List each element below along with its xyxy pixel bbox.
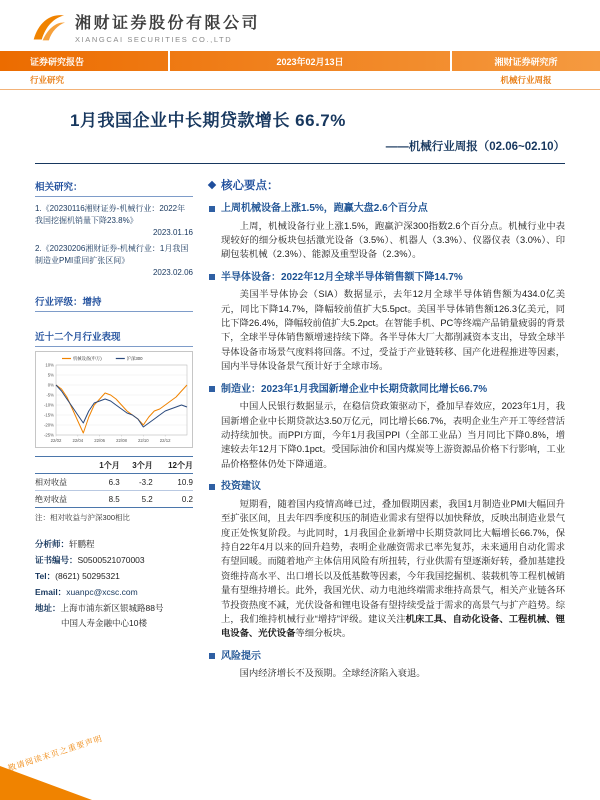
related-research-item — [35, 203, 193, 237]
svg-text:22/04: 22/04 — [72, 438, 84, 443]
research-institute-label: 湘财证券研究所 — [494, 56, 558, 67]
address-line — [35, 603, 193, 615]
two-column-layout — [0, 164, 600, 690]
cell-value: 0.2 — [153, 491, 193, 508]
section-body-text: 中国人民银行数据显示，在稳信贷政策驱动下，叠加早春效应，2023年1月，我国新增企业中长期贷款达3.50万亿元，同比增长66.7%，表明企业生产开工等经营活动持续加快。而PPI方面，今年1月我国PPI（全部工业品）当月同比下降0.8%，增速较去年12月下降0.1pct。受国际油价和国内煤炭等上游资源品价格下行影响，工业品价格整体仍处下降通道。 — [221, 401, 565, 469]
brand-text — [75, 10, 260, 44]
perf-col-1m: 1个月 — [87, 457, 120, 474]
row-label: 相对收益 — [35, 474, 87, 491]
report-date: 2023年02月13日 — [170, 51, 452, 71]
report-section — [209, 202, 565, 262]
section-body-text: 短期看，随着国内疫情高峰已过，叠加假期因素，我国1月制造业PMI大幅回升至扩张区间，且去年四季度积压的制造业需求有望得以加快释放，反映出制造业景气度正处恢复阶段。与此同时，1月我国企业新增中长期贷款同比大幅增长66.7%，保持自22年4月以来的回升趋势，表明企业融资需求已率先复苏，未来通用自动化需求有望回暖。而随着地产主体信用风险有所扭转，行业供需有望逐渐好转，叠加基建投资维持高水平、出口增长以及低基数等因素，今年我国挖掘机、装载机等工程机械销量有望维持增长。此外，我国光伏、动力电池终端需求维持高景气，相关产业链各环节投资热度不减，光伏设备和锂电设备有望持续受益于需求的高景气与扩产趋势。综上，我们维持机械行业“增持”评级。建议关注 — [221, 498, 565, 624]
section-body — [221, 287, 565, 373]
section-body — [221, 219, 565, 262]
tel-number: (8621) 50295321 — [55, 570, 120, 581]
table-note: 注：相对收益与沪深300相比 — [35, 513, 131, 522]
cert-number: S0500521070003 — [77, 554, 145, 565]
svg-text:-25%: -25% — [43, 432, 54, 438]
cell-value: 10.9 — [153, 474, 193, 491]
core-points-title: 核心要点： — [221, 180, 279, 192]
report-section — [209, 650, 565, 681]
report-subtitle: ——机械行业周报（02.06~02.10） — [385, 141, 565, 153]
cell-value: 6.3 — [87, 474, 120, 491]
square-bullet-icon — [209, 653, 215, 659]
section-body-bold-text: 机床工具、自动化设备、工程机械、锂电设备、光伏设备 — [221, 613, 565, 639]
address-part2: 中国人寿金融中心10楼 — [61, 618, 147, 629]
section-heading: 风险提示 — [221, 650, 261, 662]
svg-text:22/12: 22/12 — [159, 438, 171, 443]
company-logo-icon — [30, 10, 66, 44]
section-body-text: 上周，机械设备行业上涨1.5%，跑赢沪深300指数2.6个百分点。机械行业中表现较好的细分板块包括激光设备（3.5%）、机器人（3.3%）、仪器仪表（3.0%）、印刷包装机械（2.3%）、能源及重型设备（2.3%）。 — [221, 220, 565, 260]
report-type-bar — [0, 51, 600, 71]
section-body-tail-text: 等细分板块。 — [295, 628, 352, 639]
perf-col-empty — [35, 457, 87, 474]
section-heading: 半导体设备：2022年12月全球半导体销售额下降14.7% — [221, 271, 463, 283]
svg-text:22/10: 22/10 — [137, 438, 149, 443]
table-header-row — [35, 457, 193, 474]
svg-text:-15%: -15% — [43, 412, 54, 418]
cert-line — [35, 555, 193, 567]
email-label: Email： — [35, 586, 67, 597]
report-section — [209, 480, 565, 641]
section-body — [221, 399, 565, 471]
section-heading: 制造业：2023年1月我国新增企业中长期贷款同比增长66.7% — [221, 383, 488, 395]
cell-value: 5.2 — [120, 491, 153, 508]
related-research-text: 1.《20230116湘财证券-机械行业：2022年我国挖掘机销量下降23.8%》 — [35, 204, 186, 225]
related-research-date: 2023.01.16 — [152, 228, 193, 237]
cert-label: 证书编号： — [35, 554, 78, 565]
report-type-label: 证券研究报告 — [0, 51, 170, 71]
address-part1: 上海市浦东新区银城路88号 — [60, 602, 164, 613]
square-bullet-icon — [209, 386, 215, 392]
report-section — [209, 383, 565, 472]
email-address: xuanpc@xcsc.com — [66, 586, 138, 597]
svg-text:-20%: -20% — [43, 422, 54, 428]
core-points-header — [209, 177, 565, 193]
svg-text:22/02: 22/02 — [50, 438, 62, 443]
subbar-spacer — [168, 71, 452, 89]
footer-disclaimer: 敬请阅读末页之重要声明 — [6, 733, 104, 774]
report-title: 1月我国企业中长期贷款增长 66.7% — [70, 111, 346, 130]
report-category-bar — [0, 71, 600, 90]
diamond-bullet-icon — [208, 181, 216, 189]
row-label: 绝对收益 — [35, 491, 87, 508]
section-body-text: 美国半导体协会（SIA）数据显示，去年12月全球半导体销售额为434.0亿美元，同比下降14.7%，降幅较前值扩大5.5pct。美国半导体销售额126.3亿美元，同比下降26.4%，降幅较前值扩大5.2pct。在智能手机、PC等终端产品销量疲弱的背景下，全球半导体销售额增速持续下降。各半导体大厂大都削减资本支出，导致全球半导体设备市场景气度料将回落。不过，受益于产业链转移、国产化进程推进等因素，国内半导体设备景气预计好于全球市场。 — [221, 289, 565, 372]
performance-chart — [35, 351, 193, 448]
section-body-text: 国内经济增长不及预期。全球经济陷入衰退。 — [239, 668, 426, 679]
table-row — [35, 474, 193, 491]
industry-rating: 行业评级：增持 — [35, 291, 193, 312]
table-row — [35, 491, 193, 508]
tel-label: Tel： — [35, 570, 56, 581]
address-label: 地址： — [35, 602, 61, 613]
square-bullet-icon — [209, 274, 215, 280]
svg-text:0%: 0% — [47, 382, 54, 388]
performance-chart-title: 近十二个月行业表现 — [35, 326, 193, 347]
svg-text:-10%: -10% — [43, 402, 54, 408]
report-series-label: 机械行业周报 — [500, 75, 552, 85]
sidebar — [35, 176, 193, 690]
analyst-contact-block — [35, 539, 193, 630]
report-body — [209, 176, 565, 690]
svg-text:10%: 10% — [45, 362, 54, 368]
square-bullet-icon — [209, 206, 215, 212]
masthead — [0, 0, 600, 51]
company-name-cn: 湘财证券股份有限公司 — [75, 15, 261, 32]
email-line — [35, 587, 193, 599]
section-heading: 投资建议 — [221, 481, 261, 493]
analyst-name: 轩鹏程 — [69, 539, 95, 549]
perf-col-3m: 3个月 — [120, 457, 153, 474]
section-body — [221, 497, 565, 641]
tel-line — [35, 571, 193, 583]
svg-text:-5%: -5% — [46, 392, 54, 398]
svg-text:5%: 5% — [47, 372, 54, 378]
cell-value: 8.5 — [87, 491, 120, 508]
related-research-text: 2.《20230206湘财证券-机械行业：1月我国制造业PMI重回扩张区间》 — [35, 244, 189, 265]
section-body — [221, 666, 565, 680]
section-heading: 上周机械设备上涨1.5%，跑赢大盘2.6个百分点 — [221, 203, 428, 214]
analyst-label: 分析师： — [35, 539, 70, 549]
square-bullet-icon — [209, 484, 215, 490]
cell-value: -3.2 — [120, 474, 153, 491]
related-research-title: 相关研究： — [35, 176, 193, 197]
report-category-label: 行业研究 — [30, 75, 65, 85]
performance-chart-svg — [36, 352, 192, 447]
related-research-item — [35, 243, 193, 277]
perf-col-12m: 12个月 — [153, 457, 193, 474]
performance-table — [35, 456, 193, 508]
svg-text:22/08: 22/08 — [116, 438, 127, 443]
svg-text:机械设备(申万): 机械设备(申万) — [73, 356, 102, 362]
analyst-line — [35, 539, 193, 551]
report-section — [209, 271, 565, 374]
related-research-date: 2023.02.06 — [152, 268, 193, 277]
svg-text:22/06: 22/06 — [94, 438, 106, 443]
svg-text:沪深300: 沪深300 — [126, 356, 143, 362]
company-name-en: XIANGCAI SECURITIES CO.,LTD — [75, 35, 233, 44]
